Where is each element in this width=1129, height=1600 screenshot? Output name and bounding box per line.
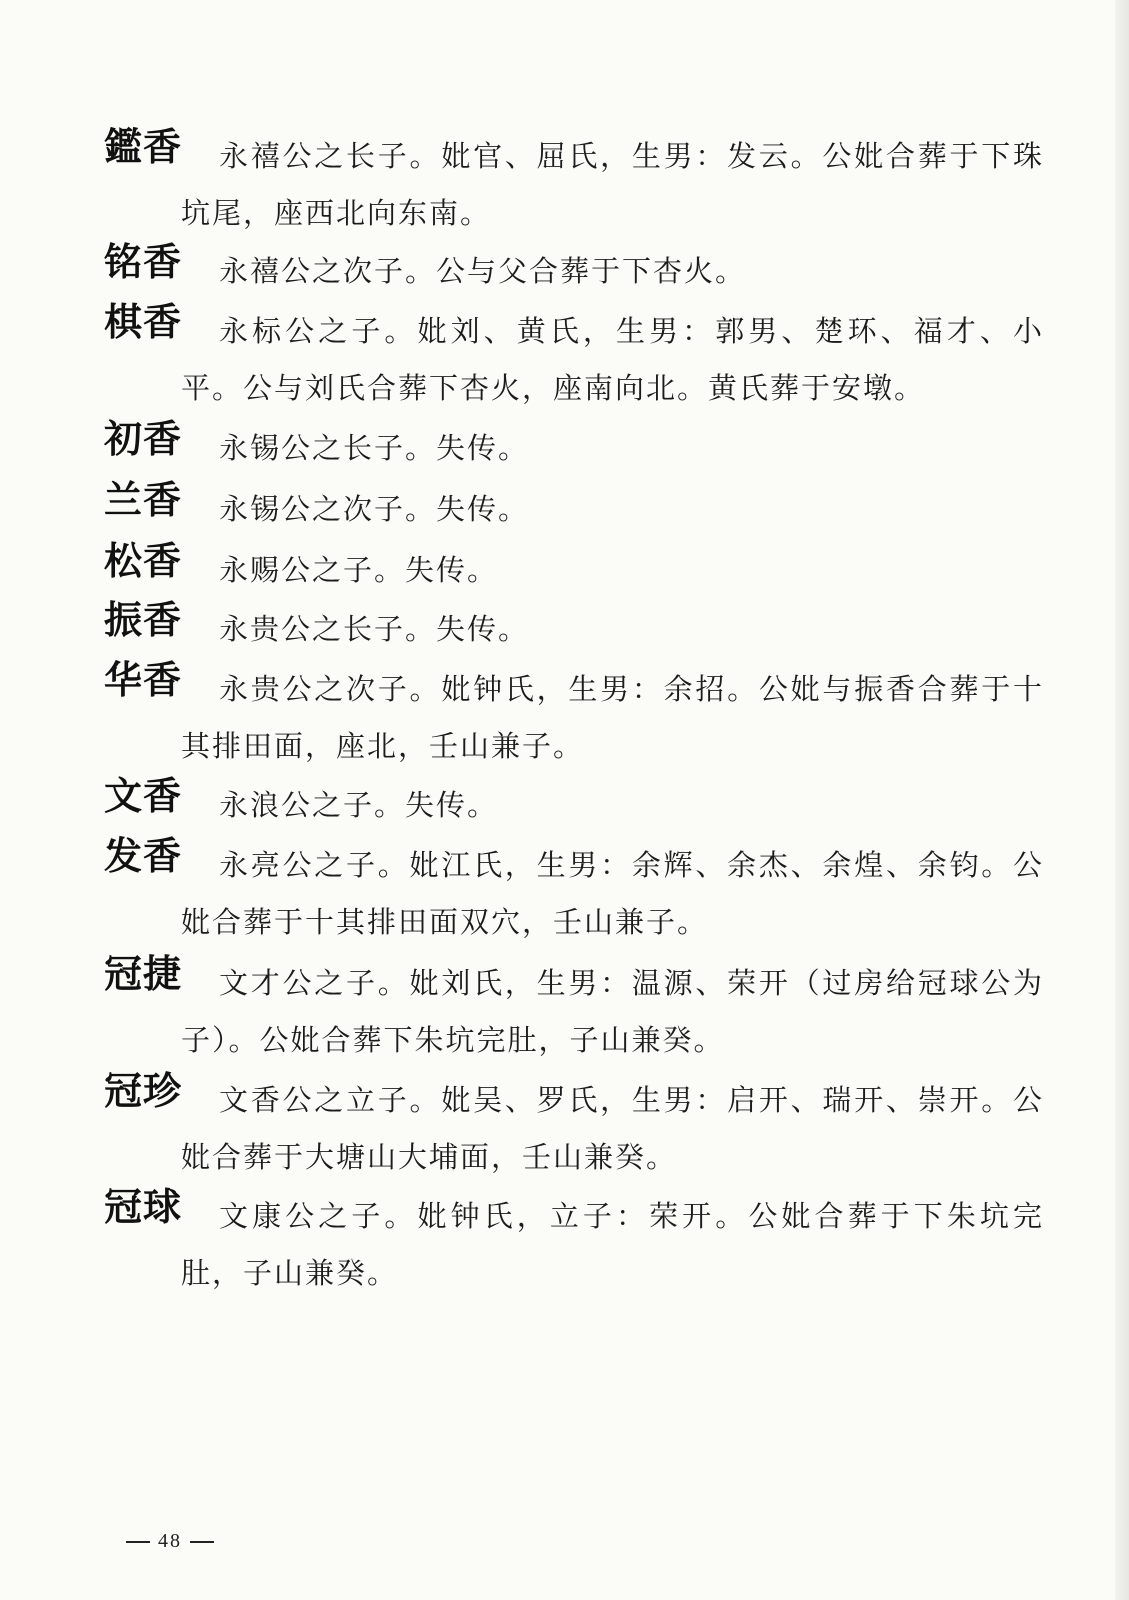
- entry: [104, 240, 1044, 300]
- entry: [104, 658, 1044, 775]
- entry-text: 永锡公之长子。失传。: [219, 431, 530, 465]
- entry: [104, 125, 1044, 242]
- entry-text: 永贵公之次子。妣钟氏，生男：余招。公妣与振香合葬于十其排田面，座北，壬山兼子。: [181, 672, 1044, 763]
- entry-name: 松香: [104, 539, 183, 583]
- entry: [104, 417, 1044, 477]
- entry-text: 永浪公之子。失传。: [219, 788, 499, 822]
- entry-text: 永禧公之次子。公与父合葬于下杏火。: [219, 254, 747, 288]
- entry-text: 永亮公之子。妣江氏，生男：余辉、余杰、余煌、余钧。公妣合葬于十其排田面双穴，壬山兼子。: [181, 848, 1044, 939]
- page-edge: [1115, 0, 1129, 1600]
- entry-name: 文香: [104, 774, 183, 818]
- entry-name: 初香: [104, 417, 183, 461]
- entry-name: 棋香: [104, 300, 183, 344]
- entry: [104, 952, 1044, 1069]
- entry: [104, 1185, 1044, 1302]
- entry-name: 铭香: [104, 240, 183, 284]
- entry-name: 冠捷: [104, 952, 183, 996]
- entry: [104, 300, 1044, 417]
- footer-dash-left: [126, 1541, 150, 1543]
- entry-name: 华香: [104, 658, 183, 702]
- entry-text: 永禧公之长子。妣官、屈氏，生男：发云。公妣合葬于下珠坑尾，座西北向东南。: [181, 139, 1044, 230]
- entry: [104, 478, 1044, 538]
- entry-name: 冠珍: [104, 1069, 183, 1113]
- entry: [104, 834, 1044, 951]
- entry-name: 冠球: [104, 1185, 183, 1229]
- entry-name: 发香: [104, 834, 183, 878]
- page-number: 48: [158, 1530, 182, 1552]
- entry-text: 文才公之子。妣刘氏，生男：温源、荣开（过房给冠球公为子）。公妣合葬下朱坑完肚，子山兼癸。: [181, 966, 1044, 1057]
- entry: [104, 774, 1044, 834]
- entry-text: 永贵公之长子。失传。: [219, 612, 530, 646]
- entry-text: 文康公之子。妣钟氏，立子：荣开。公妣合葬于下朱坑完肚，子山兼癸。: [181, 1199, 1044, 1290]
- entry-text: 文香公之立子。妣吴、罗氏，生男：启开、瑞开、崇开。公妣合葬于大塘山大埔面，壬山兼癸。: [181, 1083, 1044, 1174]
- entry-name: 振香: [104, 598, 183, 642]
- entry-text: 永赐公之子。失传。: [219, 553, 499, 587]
- entry: [104, 539, 1044, 599]
- entry-text: 永锡公之次子。失传。: [219, 492, 530, 526]
- entry-name: 兰香: [104, 478, 183, 522]
- entry-text: 永标公之子。妣刘、黄氏，生男：郭男、楚环、福才、小平。公与刘氏合葬下杏火，座南向北。黄氏葬于安墩。: [181, 314, 1044, 405]
- footer-dash-right: [190, 1541, 214, 1543]
- page-footer: [118, 1530, 222, 1553]
- entry-name: 鑑香: [104, 125, 183, 169]
- entry: [104, 598, 1044, 658]
- entry: [104, 1069, 1044, 1186]
